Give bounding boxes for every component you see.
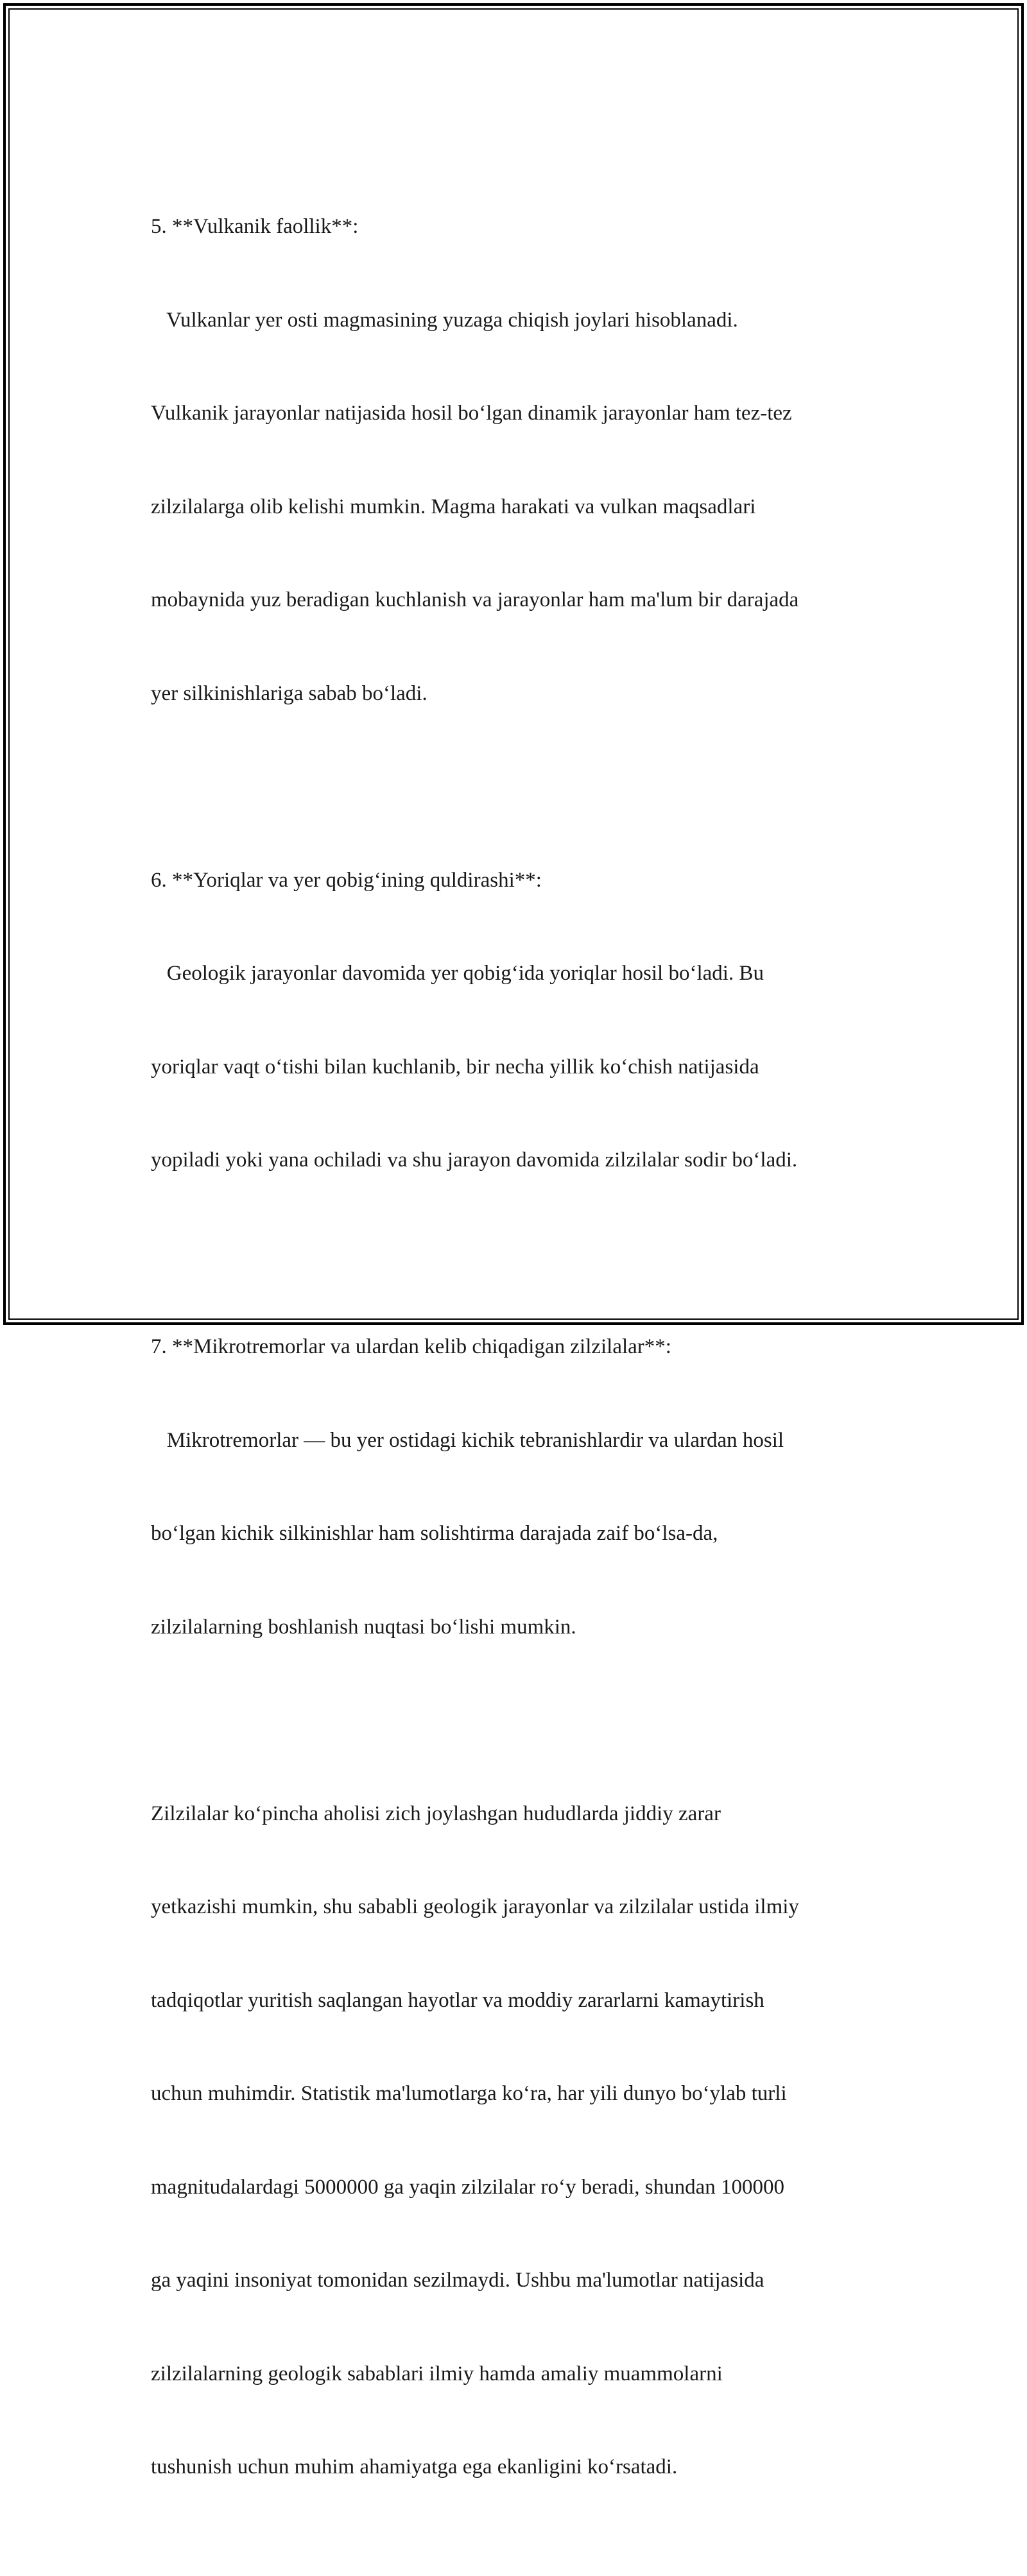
paragraph-volcanic-activity bbox=[151, 149, 895, 771]
text-line: uchun muhimdir. Statistik ma'lumotlarga ko‘ra, har yili dunyo bo‘ylab turli bbox=[151, 2082, 787, 2105]
text-line: zilzilalarning boshlanish nuqtasi bo‘lishi mumkin. bbox=[151, 1615, 576, 1639]
paragraph-faults bbox=[151, 803, 895, 1238]
text-line: yer silkinishlariga sabab bo‘ladi. bbox=[151, 681, 427, 705]
text-line: Vulkanik jarayonlar natijasida hosil bo‘lgan dinamik jarayonlar ham tez-tez bbox=[151, 402, 792, 425]
text-line: bo‘lgan kichik silkinishlar ham solishtirma darajada zaif bo‘lsa-da, bbox=[151, 1522, 718, 1545]
document-body bbox=[151, 149, 895, 2576]
text-line: tushunish uchun muhim ahamiyatga ega ekanligini ko‘rsatadi. bbox=[151, 2455, 678, 2478]
text-line: Mikrotremorlar — bu yer ostidagi kichik tebranishlardir va ulardan hosil bbox=[151, 1428, 784, 1452]
text-line: yopiladi yoki yana ochiladi va shu jarayon davomida zilzilalar sodir bo‘ladi. bbox=[151, 1148, 798, 1172]
text-line: mobaynida yuz beradigan kuchlanish va jarayonlar ham ma'lum bir darajada bbox=[151, 588, 799, 611]
text-line: 6. **Yoriqlar va yer qobig‘ining quldirashi**: bbox=[151, 868, 542, 892]
text-line: yoriqlar vaqt o‘tishi bilan kuchlanib, bir necha yillik ko‘chish natijasida bbox=[151, 1055, 759, 1079]
text-line: 7. **Mikrotremorlar va ulardan kelib chiqadigan zilzilalar**: bbox=[151, 1335, 671, 1358]
text-line: zilzilalarning geologik sabablari ilmiy hamda amaliy muammolarni bbox=[151, 2362, 723, 2385]
text-line: Zilzilalar ko‘pincha aholisi zich joylashgan hududlarda jiddiy zarar bbox=[151, 1802, 721, 1825]
text-line: zilzilalarga olib kelishi mumkin. Magma harakati va vulkan maqsadlari bbox=[151, 495, 756, 518]
text-line: Vulkanlar yer osti magmasining yuzaga chiqish joylari hisoblanadi. bbox=[151, 308, 738, 332]
paragraph-microtremors bbox=[151, 1269, 895, 1705]
text-line: Geologik jarayonlar davomida yer qobig‘ida yoriqlar hosil bo‘ladi. Bu bbox=[151, 962, 764, 985]
text-line: yetkazishi mumkin, shu sababli geologik jarayonlar va zilzilalar ustida ilmiy bbox=[151, 1895, 799, 1918]
text-line: magnitudalardagi 5000000 ga yaqin zilzilalar ro‘y beradi, shundan 100000 bbox=[151, 2175, 784, 2199]
text-line: tadqiqotlar yuritish saqlangan hayotlar va moddiy zararlarni kamaytirish bbox=[151, 1988, 764, 2012]
text-line: 5. **Vulkanik faollik**: bbox=[151, 215, 359, 238]
text-line: ga yaqini insoniyat tomonidan sezilmaydi. Ushbu ma'lumotlar natijasida bbox=[151, 2269, 764, 2292]
paragraph-conclusion bbox=[151, 1736, 895, 2545]
